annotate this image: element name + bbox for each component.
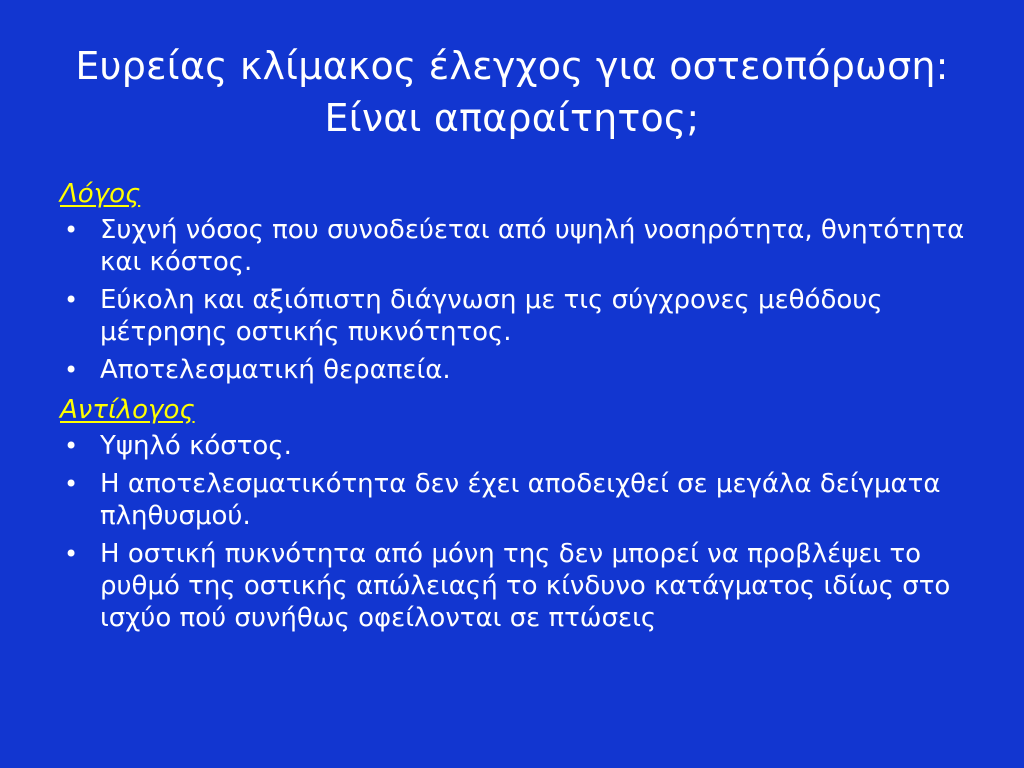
slide-content bbox=[60, 178, 980, 640]
title-line-1: Ευρείας κλίμακος έλεγχος για οστεοπόρωση: bbox=[75, 44, 949, 88]
slide-title bbox=[20, 40, 1004, 144]
section-heading-con: Αντίλογος bbox=[60, 395, 195, 425]
section-heading-pro: Λόγος bbox=[60, 179, 141, 209]
bullet-icon: • bbox=[64, 356, 79, 384]
bullet-item bbox=[60, 430, 980, 462]
bullet-text: Συχνή νόσος που συνοδεύεται από υψηλή νοσηρότητα, θνητότητα και κόστος. bbox=[100, 215, 965, 277]
bullet-text: Υψηλό κόστος. bbox=[100, 431, 292, 461]
bullet-text: Η οστική πυκνότητα από μόνη της δεν μπορεί να προβλέψει το ρυθμό της οστικής απώλειαςή το κίνδυνο κατάγματος ιδίως στο ισχύο πού συνήθως οφείλονται σε πτώσεις bbox=[100, 539, 951, 633]
bullet-icon: • bbox=[64, 216, 79, 244]
bullet-icon: • bbox=[64, 286, 79, 314]
bullet-icon: • bbox=[64, 432, 79, 460]
bullet-item bbox=[60, 354, 980, 386]
bullet-text: Η αποτελεσματικότητα δεν έχει αποδειχθεί σε μεγάλα δείγματα πληθυσμού. bbox=[100, 469, 941, 531]
bullet-item bbox=[60, 538, 980, 634]
title-line-2: Είναι απαραίτητος; bbox=[324, 96, 700, 140]
bullet-text: Αποτελεσματική θεραπεία. bbox=[100, 355, 451, 385]
bullet-item bbox=[60, 468, 980, 532]
bullet-icon: • bbox=[64, 470, 79, 498]
bullet-item bbox=[60, 214, 980, 278]
bullet-list-pro bbox=[60, 214, 980, 386]
bullet-text: Εύκολη και αξιόπιστη διάγνωση με τις σύγχρονες μεθόδους μέτρησης οστικής πυκνότητος. bbox=[100, 285, 883, 347]
bullet-item bbox=[60, 284, 980, 348]
bullet-icon: • bbox=[64, 540, 79, 568]
bullet-list-con bbox=[60, 430, 980, 634]
